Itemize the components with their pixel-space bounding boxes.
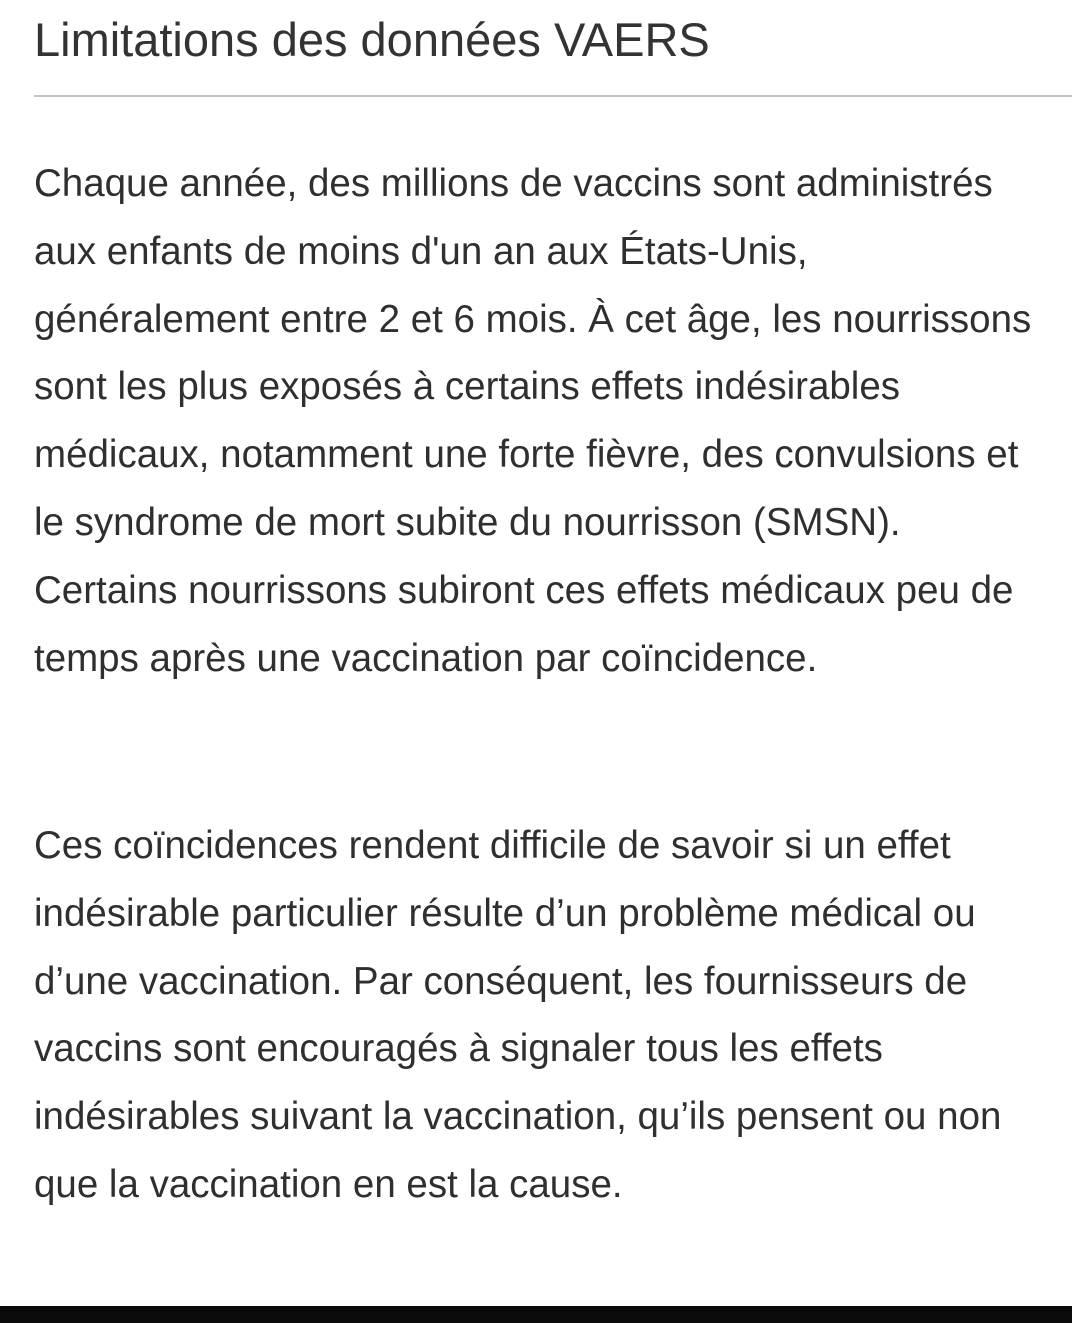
bottom-edge-bar [0,1306,1072,1323]
paragraph-coincidences: Ces coïncidences rendent difficile de savoir si un effet indésirable particulier résulte d’un problème médical ou d’une vaccination. Par conséquent, les fournisseurs de vaccins sont encouragés à signaler tous les effets indésirables suivant la vaccination, qu’ils pensent ou non que la vaccination en est la cause. [34,824,1002,1206]
paragraph-infant-vaccination: Chaque année, des millions de vaccins sont administrés aux enfants de moins d'un an aux États-Unis, généralement entre 2 et 6 mois. À cet âge, les nourrissons sont les plus exposés à certains effets indésirables médicaux, notamment une forte fièvre, des convulsions et le syndrome de mort subite du nourrisson (SMSN). Certains nourrissons subiront ces effets médicaux peu de temps après une vaccination par coïncidence. [34,162,1032,680]
section-title: Limitations des données VAERS [34,13,710,66]
title-divider [34,95,1072,97]
